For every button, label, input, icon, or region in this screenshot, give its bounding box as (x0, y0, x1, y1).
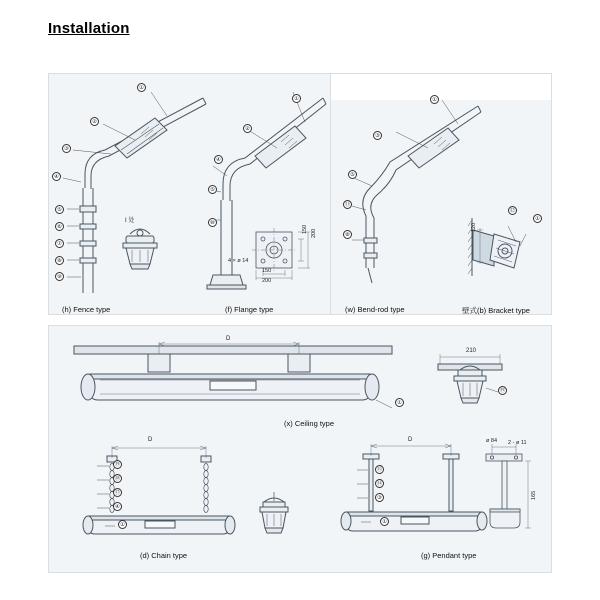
balloon-pendant-14: ⑭ (376, 481, 383, 487)
dim-flange-holes: 4 × ø 14 (228, 258, 249, 264)
caption-fence: (h) Fence type (62, 305, 111, 314)
chain-type-drawing (75, 440, 265, 540)
balloon-chain-19: ⑲ (114, 462, 121, 468)
caption-bracket: 壁式(b) Bracket type (462, 306, 530, 315)
balloon-chain-17: ⑰ (114, 490, 121, 496)
balloon-flange-4: ⑤ (208, 185, 217, 194)
balloon-flange-1: ① (292, 94, 301, 103)
pendant-type-drawing (335, 438, 498, 540)
dim-pendant-84: ø 84 (486, 438, 498, 444)
fence-detail-note: I 处 (125, 218, 135, 224)
balloon-bendrod-8: ⑧ (343, 230, 352, 239)
ceiling-end-view (430, 348, 510, 410)
dim-ceiling-D: D (226, 336, 231, 342)
balloon-bendrod-3: ③ (373, 131, 382, 140)
dim-pendant-2xd11: 2 - ø 11 (508, 440, 527, 446)
caption-chain: (d) Chain type (140, 551, 188, 560)
chain-end-view (250, 490, 298, 540)
balloon-bendrod-11: ⑪ (344, 202, 351, 208)
balloon-pendant-3: ③ (375, 493, 384, 502)
dim-pendant-D: D (408, 437, 413, 443)
balloon-fence-5: ⑤ (55, 205, 64, 214)
balloon-ceiling-19: ⑲ (499, 388, 506, 394)
balloon-flange-5: ⑩ (208, 218, 217, 227)
balloon-bendrod-1: ① (430, 95, 439, 104)
balloon-fence-9: ⑨ (55, 272, 64, 281)
balloon-bracket-12: ⑫ (509, 208, 516, 214)
balloon-flange-3: ④ (214, 155, 223, 164)
balloon-chain-18: ⑱ (114, 476, 121, 482)
balloon-pendant-15: ⑮ (376, 467, 383, 473)
balloon-fence-3: ③ (62, 144, 71, 153)
caption-bendrod: (w) Bend-rod type (345, 305, 405, 314)
dim-flange-200-h: 200 (262, 278, 272, 284)
balloon-bracket-1: ① (533, 214, 542, 223)
dim-flange-150-v: 150 (302, 224, 308, 234)
ceiling-type-drawing (70, 340, 400, 410)
page-title: Installation (48, 20, 130, 37)
dim-ceiling-210: 210 (466, 348, 477, 354)
dim-flange-200-v: 200 (311, 228, 317, 238)
caption-pendant: (g) Pendant type (421, 551, 477, 560)
balloon-chain-1: ① (118, 520, 127, 529)
fence-detail-lamp (110, 222, 170, 277)
caption-ceiling: (x) Ceiling type (284, 419, 335, 428)
dim-pendant-165: 165 (531, 490, 537, 500)
balloon-ceiling-1: ① (395, 398, 404, 407)
balloon-fence-4: ④ (52, 172, 61, 181)
balloon-fence-7: ⑦ (55, 239, 64, 248)
balloon-fence-8: ⑧ (55, 256, 64, 265)
dim-flange-150-h: 150 (262, 268, 272, 274)
balloon-fence-2: ② (90, 117, 99, 126)
balloon-pendant-1: ① (380, 517, 389, 526)
dim-bracket-120: 120 (471, 222, 477, 232)
pendant-plate-detail (478, 440, 538, 540)
caption-flange: (f) Flange type (225, 305, 274, 314)
dim-chain-D: D (148, 437, 153, 443)
balloon-chain-4: ④ (113, 502, 122, 511)
balloon-bendrod-5: ⑤ (348, 170, 357, 179)
balloon-flange-2: ② (243, 124, 252, 133)
balloon-fence-6: ⑥ (55, 222, 64, 231)
balloon-fence-1: ① (137, 83, 146, 92)
